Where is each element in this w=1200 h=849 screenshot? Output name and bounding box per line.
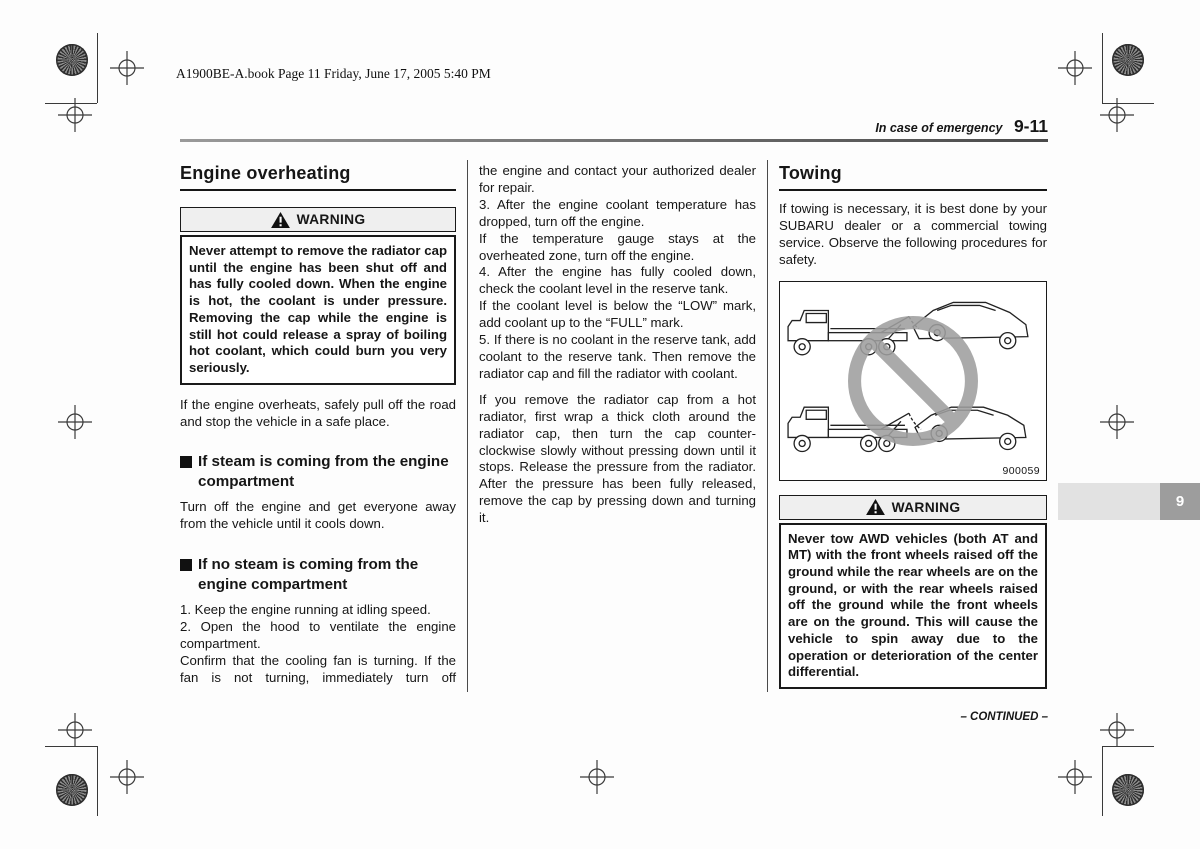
section-title: Engine overheating (180, 163, 351, 183)
page-header (180, 116, 1048, 137)
paragraph: If towing is necessary, it is best done by your SUBARU dealer or a commercial towing service. Observe the following procedures for safety. (779, 201, 1047, 267)
chapter-tab (1160, 483, 1200, 520)
chapter-tab-label: 9 (1175, 493, 1185, 510)
square-bullet-icon (180, 559, 192, 571)
registration-starburst (56, 774, 88, 806)
warning-label: WARNING (891, 499, 961, 515)
column-engine-overheating (180, 163, 456, 687)
warning-box (180, 207, 456, 385)
registration-crosshair-icon (1058, 51, 1092, 85)
warning-box (779, 495, 1047, 689)
crop-mark (45, 746, 97, 747)
registration-starburst (56, 44, 88, 76)
subsection-heading (180, 555, 456, 594)
prohibition-icon (855, 322, 972, 439)
crop-mark (45, 103, 97, 104)
paragraph: 3. After the engine coolant temperature has dropped, turn off the engine. (479, 196, 756, 229)
registration-crosshair-icon (1100, 405, 1134, 439)
crop-mark (1102, 33, 1103, 103)
paragraph: 1. Keep the engine running at idling speed. (180, 602, 431, 618)
crop-mark (1102, 746, 1154, 747)
subsection-heading-text: If no steam is coming from the engine compartment (198, 556, 419, 593)
registration-crosshair-icon (110, 51, 144, 85)
registration-crosshair-icon (1100, 713, 1134, 747)
registration-crosshair-icon (1058, 760, 1092, 794)
registration-starburst (1112, 44, 1144, 76)
towing-figure (779, 281, 1047, 481)
crop-mark (1102, 746, 1103, 816)
warning-triangle-icon (271, 212, 290, 228)
warning-header (180, 207, 456, 232)
warning-text: Never attempt to remove the radiator cap until the engine has been shut off and has fully cooled down. When the engine is hot, the coolant is under pressure. Removing the cap while the engine is still hot could release a spray of boiling hot coolant, which could burn you very seriously. (180, 235, 456, 385)
column-divider (467, 160, 468, 692)
paragraph: Turn off the engine and get everyone away from the vehicle until it cools down. (180, 499, 456, 532)
registration-crosshair-icon (580, 760, 614, 794)
paragraph: If the engine overheats, safely pull off the road and stop the vehicle in a safe place. (180, 396, 456, 429)
registration-starburst (1112, 774, 1144, 806)
square-bullet-icon (180, 456, 192, 468)
print-file-header: A1900BE-A.book Page 11 Friday, June 17, 2005 5:40 PM (176, 66, 491, 81)
paragraph: the engine and contact your authorized dealer for repair. (479, 163, 756, 195)
paragraph: 2. Open the hood to ventilate the engine compartment. (180, 619, 456, 652)
paragraph: If the temperature gauge stays at the overheated zone, turn off the engine. (479, 230, 756, 263)
towing-illustration (780, 282, 1046, 480)
crop-mark (97, 33, 98, 103)
paragraph: 4. After the engine has fully cooled down, check the coolant level in the reserve tank. (479, 264, 756, 297)
warning-triangle-icon (866, 499, 885, 515)
warning-text: Never tow AWD vehicles (both AT and MT) with the front wheels raised off the ground while the rear wheels are on the ground, or with the rear wheels raised off the ground while the front wheels are on the ground. This will cause the vehicle to spin away due to the operation or deterioration of the center differential. (779, 523, 1047, 689)
registration-crosshair-icon (110, 760, 144, 794)
subsection-heading (180, 452, 456, 491)
paragraph: Confirm that the cooling fan is turning. If the fan is not turning, immediately turn off (180, 652, 456, 685)
continued-note: – CONTINUED – (960, 711, 1048, 723)
registration-crosshair-icon (58, 405, 92, 439)
page-number: 9-11 (1013, 116, 1048, 136)
crop-mark (97, 746, 98, 816)
section-title: Towing (779, 163, 842, 183)
registration-crosshair-icon (58, 713, 92, 747)
title-rule (779, 189, 1047, 191)
warning-label: WARNING (296, 212, 366, 227)
warning-header (779, 495, 1047, 520)
paragraph: If you remove the radiator cap from a hot radiator, first wrap a thick cloth around the radiator cap, then turn the cap counter-clockwise slowly without pressing down until it stops. Release the pressure from the radiator. After the pressure has been fully released, remove the cap by pressing down and turning it. (479, 391, 756, 526)
paragraph: 5. If there is no coolant in the reserve tank, add coolant to the reserve tank. Then remove the radiator cap and fill the radiator with coolant. (479, 332, 756, 381)
chapter-title: In case of emergency (875, 121, 1003, 135)
column-continued-text (479, 163, 756, 527)
header-rule (180, 139, 1048, 142)
column-divider (767, 160, 768, 692)
paragraph: If the coolant level is below the “LOW” mark, add coolant up to the “FULL” mark. (479, 298, 756, 331)
figure-number: 900059 (1002, 464, 1040, 477)
subsection-heading-text: If steam is coming from the engine compartment (198, 453, 449, 490)
crop-mark (1102, 103, 1154, 104)
title-rule (180, 189, 456, 191)
column-towing (779, 163, 1047, 689)
